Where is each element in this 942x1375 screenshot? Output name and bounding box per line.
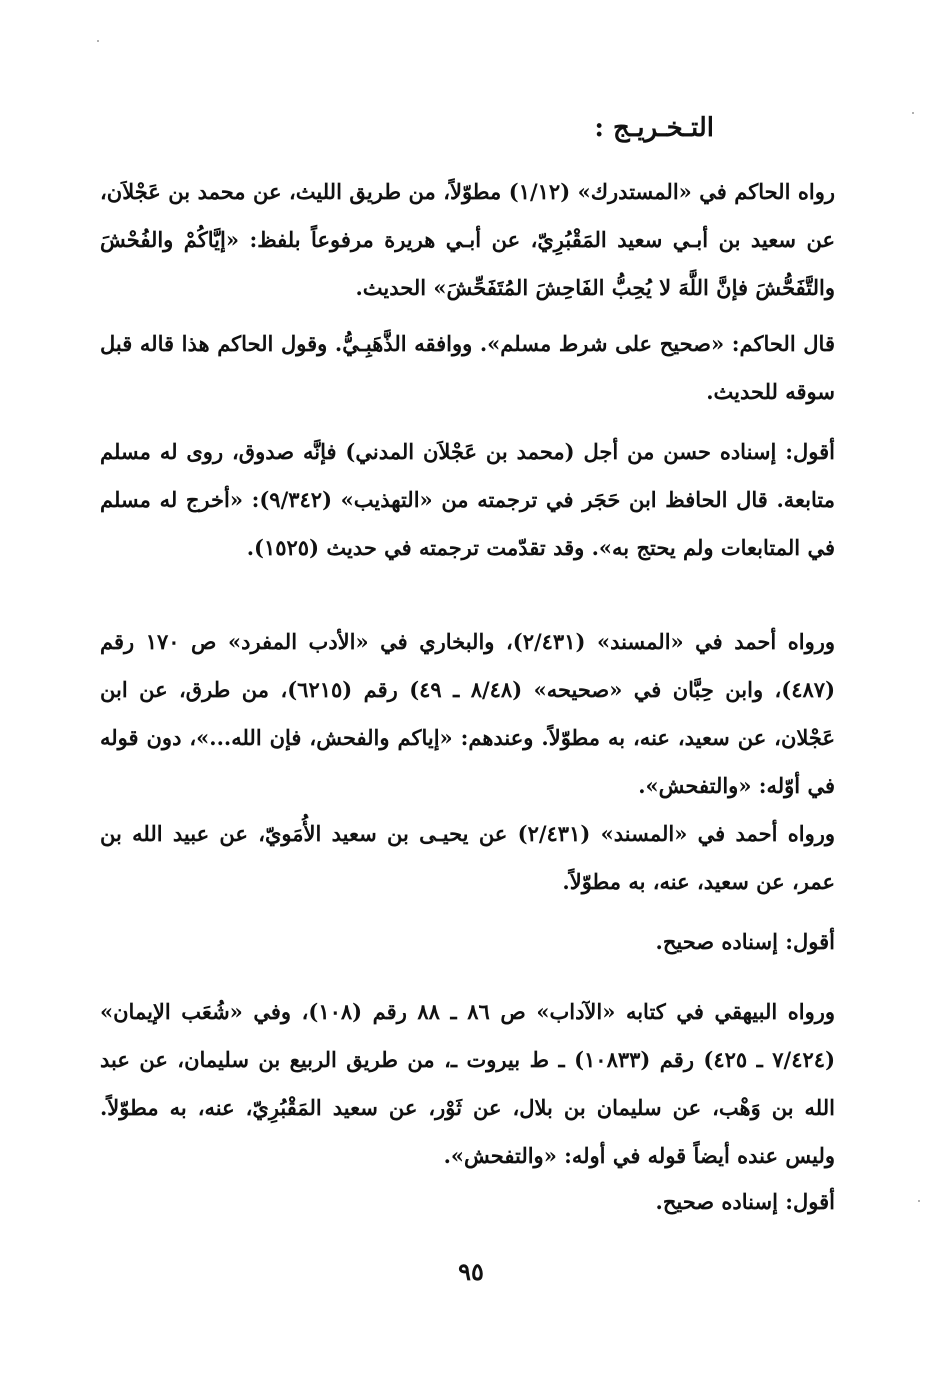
paragraph-verdict-two: أقول: إسناده صحيح. [655,1189,835,1214]
paragraph-hakim-narration: رواه الحاكم في «المستدرك» (١/١٢) مطوّلاً، من طريق الليث، عن محمد بن عَجْلاَن، عن سعيد بن أبـي سعيد المَقْبُرِيّ، عن أبـي هريرة مرفوعاً بلفظ: «إيَّاكُمْ والفُحْشَ والتَّفَحُّشَ فإنَّ اللَّهَ لا يُحِبُّ الفَاحِشَ المُتَفَحِّشَ» الحديث. [100,179,835,300]
page-number: ٩٥ [458,1257,484,1286]
scan-speck [918,1200,920,1202]
paragraph-ahmad-bukhari: ورواه أحمد في «المسند» (٢/٤٣١)، والبخاري في «الأدب المفرد» ص ١٧٠ رقم (٤٨٧)، وابن حِبَّان في «صحيحه» (٨/٤٨ ـ ٤٩) رقم (٦٢١٥)، من طرق، عن ابن عَجْلان، عن سعيد، عنه، به مطوّلاً. وعندهم: «إياكم والفحش، فإن الله...»، دون قوله في أوّله: «والتفحش». [100,629,836,798]
section-heading: التـخـريـج : [594,113,714,143]
scan-speck [97,40,99,42]
paragraph-chain-assessment: أقول: إسناده حسن من أجل (محمد بن عَجْلاَن المدني) فإنَّه صدوق، روى له مسلم متابعة. قال الحافظ ابن حَجَر في ترجمته من «التهذيب» (٩/٣٤٢): «أخرج له مسلم في المتابعات ولم يحتج به». وقد تقدّمت ترجمته في حديث (١٥٢٥). [100,439,835,560]
paragraph-bayhaqi: ورواه البيهقي في كتابه «الآداب» ص ٨٦ ـ ٨٨ رقم (١٠٨)، وفي «شُعَب الإيمان» (٧/٤٢٤ ـ ٤٢٥) رقم (١٠٨٣٣) ـ ط بيروت ـ، من طريق الربيع بن سليمان، عن عبد الله بن وَهْب، عن سليمان بن بلال، عن ثَوْر، عن سعيد المَقْبُرِيّ، عنه، به مطوّلاً. وليس عنده أيضاً قوله في أوله: «والتفحش». [100,999,836,1168]
paragraph-verdict-one: أقول: إسناده صحيح. [655,929,835,954]
paragraph-ahmad-second: ورواه أحمد في «المسند» (٢/٤٣١) عن يحيـى بن سعيد الأُمَويّ، عن عبيد الله بن عمر، عن سعيد، عنه، به مطوّلاً. [100,821,835,894]
paragraph-hakim-grading: قال الحاكم: «صحيح على شرط مسلم». ووافقه الذَّهَبِـيُّ. وقول الحاكم هذا قاله قبل سوقه للحديث. [100,331,835,404]
scan-speck [912,112,914,114]
